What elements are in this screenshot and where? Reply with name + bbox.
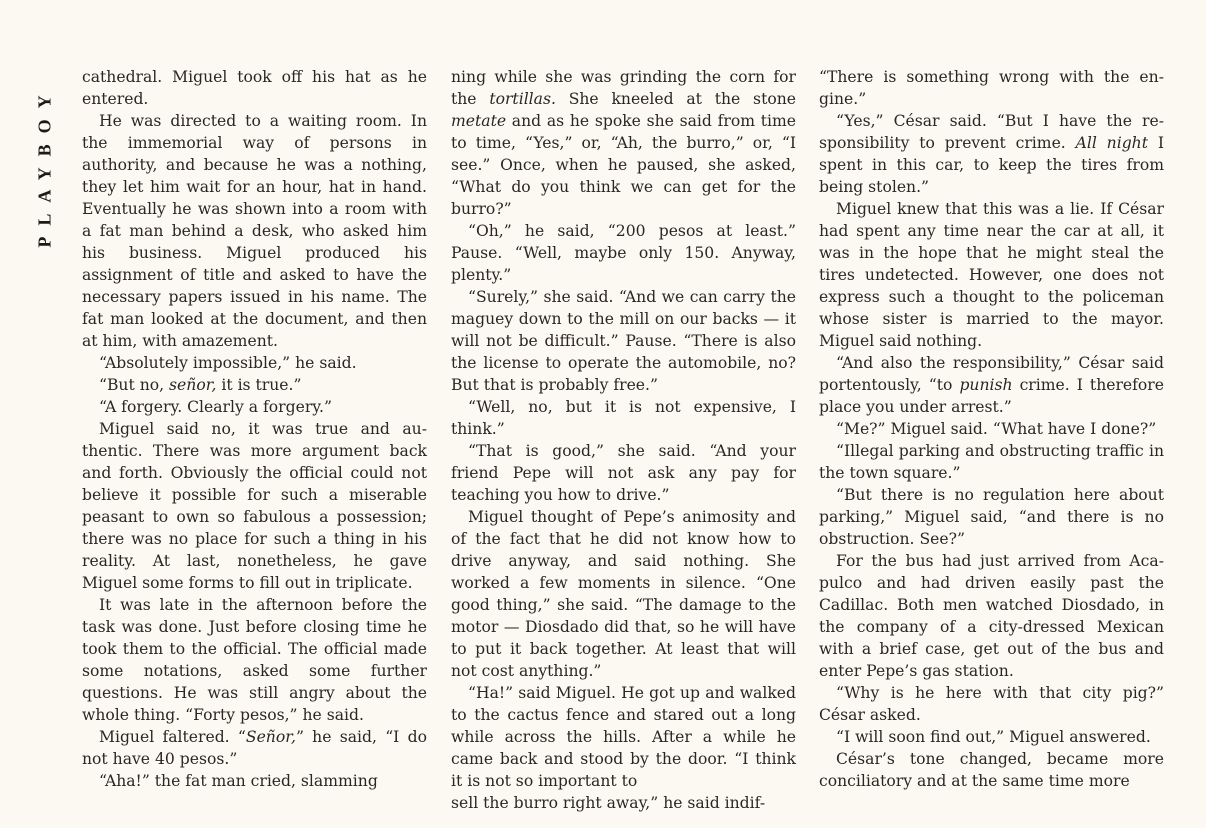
paragraph-text: “Yes,” César said. “But I have the responsibility to prevent crime. [819,112,1164,152]
paragraph-text: Miguel thought of Pepe’s animosity and of the fact that he did not know how to drive anyway, and said nothing. She worked a few moments in silence. “One good thing,” she said. “The damage to the motor — Diosdado did that, so he will have to put it back together. At least that will not cost anything.” [451,508,796,680]
paragraph-text: “I will soon find out,” Miguel answered. [836,728,1151,746]
italic-text: Señor, [245,728,296,746]
paragraph [819,748,1164,792]
paragraph-text: “Ha!” said Miguel. He got up and walked to the cactus fence and stared out a long while across the hills. After a while he came back and stood by the door. “I think it is not so important to [451,684,796,790]
paragraph-text: “There is something wrong with the engine.” [819,68,1164,108]
paragraph-text: “Well, no, but it is not expensive, I think.” [451,398,796,438]
paragraph [451,220,796,286]
paragraph-text: “But no, [99,376,170,394]
paragraph [819,440,1164,484]
paragraph [819,550,1164,682]
paragraph [819,418,1164,440]
paragraph-text: cathedral. Miguel took off his hat as he entered. [82,68,427,108]
italic-text: All night [1075,134,1148,152]
paragraph-text: sell the burro right away,” he said indif- [451,794,766,812]
paragraph-text: crime. I therefore place you under arrest.” [819,376,1164,416]
paragraph-text: ning while she was grinding the corn for the [451,68,796,108]
paragraph-text: He was directed to a waiting room. In the immemorial way of persons in authority, and because he was a nothing, they let him wait for an hour, hat in hand. Eventually he was shown into a room with a fat man behind a desk, who asked him his business. Miguel produced his assignment of title and asked to have the necessary papers issued in his name. The fat man looked at the document, and then at him, with amazement. [82,112,427,350]
masthead-text: PLAYBOY [34,84,55,248]
paragraph [82,110,427,352]
paragraph [451,792,796,814]
italic-text: señor, [169,376,217,394]
paragraph-text: and as he spoke she said from time to time, “Yes,” or, “Ah, the burro,” or, “I see.” Once, when he paused, she asked, “What do you think we can get for the burro?” [451,112,796,218]
paragraph [819,66,1164,110]
paragraph [82,374,427,396]
paragraph [451,506,796,682]
paragraph-text: “Me?” Miguel said. “What have I done?” [836,420,1157,438]
paragraph-text: Miguel faltered. “ [99,728,246,746]
paragraph-text: “Illegal parking and obstructing traffic in the town square.” [819,442,1164,482]
paragraph [451,682,796,792]
paragraph-text: ” he said, “I do not have 40 pesos.” [82,728,427,768]
paragraph [819,726,1164,748]
italic-text: metate [451,112,507,130]
paragraph [82,66,427,110]
paragraph-text: Miguel said no, it was true and authentic. There was more argument back and forth. Obviously the official could not believe it possible for such a miserable peasant to own so fabulous a possession; there was no place for such a thing in his reality. At last, nonetheless, he gave Miguel some forms to fill out in triplicate. [82,420,427,592]
paragraph-text: “But there is no regulation here about parking,” Miguel said, “and there is no obstruction. See?” [819,486,1164,548]
paragraph-text: “Oh,” he said, “200 pesos at least.” Pause. “Well, maybe only 150. Anyway, plenty.” [451,222,796,284]
paragraph [819,198,1164,352]
paragraph-text: For the bus had just arrived from Acapulco and had driven easily past the Cadillac. Both men watched Diosdado, in the company of a city-dressed Mexican with a brief case, get out of the bus and enter Pepe’s gas station. [819,552,1164,680]
paragraph [82,418,427,594]
paragraph [82,726,427,770]
paragraph [451,66,796,220]
paragraph [451,440,796,506]
paragraph [82,352,427,374]
paragraph-text: She kneeled at the stone [555,90,796,108]
paragraph [82,594,427,726]
paragraph [451,396,796,440]
column-3 [819,66,1164,792]
paragraph-text: “That is good,” she said. “And your friend Pepe will not ask any pay for teaching you how to drive.” [451,442,796,504]
paragraph-text: “A forgery. Clearly a forgery.” [99,398,332,416]
paragraph [82,770,427,792]
paragraph-text: I spent in this car, to keep the tires from being stolen.” [819,134,1164,196]
paragraph-text: “Aha!” the fat man cried, slamming [99,772,378,790]
paragraph-text: César’s tone changed, became more conciliatory and at the same time more [819,750,1164,790]
paragraph [82,396,427,418]
paragraph-text: Miguel knew that this was a lie. If César had spent any time near the car at all, it was in the hope that he might steal the tires undetected. However, one does not express such a thought to the policeman whose sister is married to the mayor. Miguel said nothing. [819,200,1164,350]
column-1 [82,66,427,792]
paragraph-text: “Absolutely impossible,” he said. [99,354,357,372]
paragraph-text: “Surely,” she said. “And we can carry the maguey down to the mill on our backs — it will not be difficult.” Pause. “There is also the license to operate the automobile, no? But that is probably free.” [451,288,796,394]
masthead [32,66,58,266]
paragraph [451,286,796,396]
column-2 [451,66,796,814]
paragraph [819,110,1164,198]
paragraph-text: it is true.” [216,376,302,394]
italic-text: punish [959,376,1013,394]
paragraph [819,352,1164,418]
paragraph-text: It was late in the afternoon before the task was done. Just before closing time he took them to the official. The official made some notations, asked some further questions. He was still angry about the whole thing. “Forty pesos,” he said. [82,596,427,724]
paragraph [819,682,1164,726]
paragraph-text: “Why is he here with that city pig?” César asked. [819,684,1164,724]
paragraph [819,484,1164,550]
italic-text: tortillas. [489,90,556,108]
paragraph-text: “And also the responsibility,” César said portentously, “to [819,354,1164,394]
